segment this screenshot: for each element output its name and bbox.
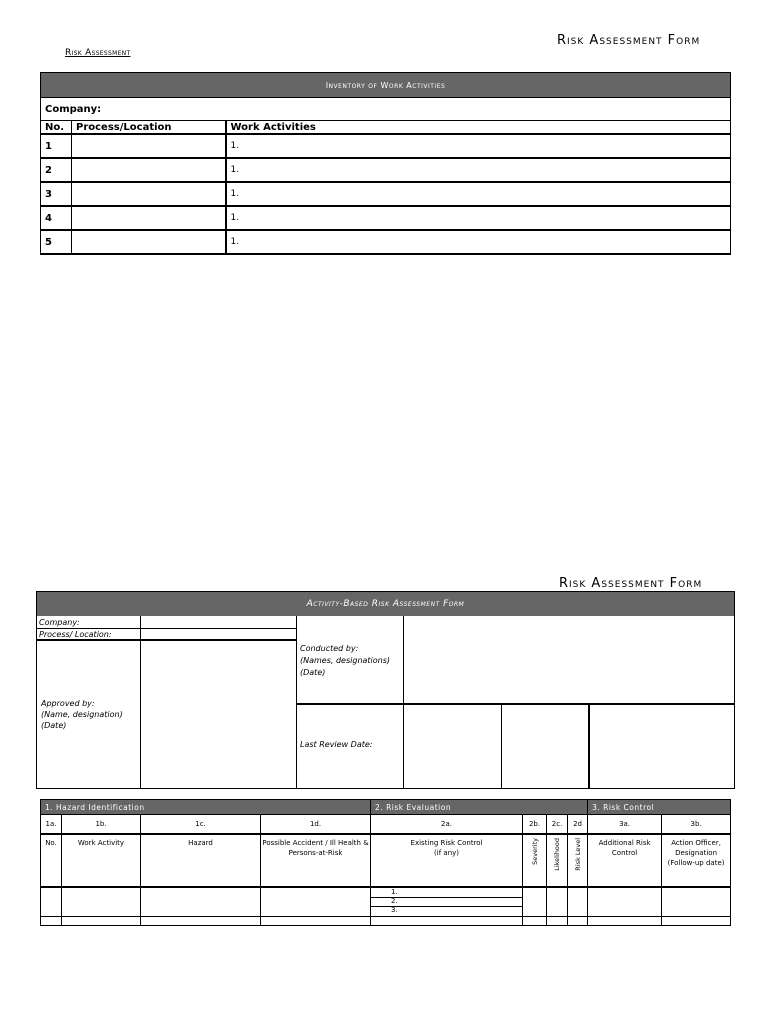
existing-control-title: Existing Risk Control <box>410 839 483 847</box>
cell-existing-control[interactable] <box>371 887 523 917</box>
label-no: No. <box>41 834 62 887</box>
conducted-date-label: (Date) <box>300 668 326 677</box>
existing-control-sub: (if any) <box>434 849 460 857</box>
table-row <box>41 182 731 206</box>
row-process[interactable] <box>72 206 226 230</box>
cell-existing-control[interactable] <box>371 917 523 926</box>
row-no: 2 <box>41 158 72 182</box>
row-activity[interactable]: 1. <box>226 182 731 206</box>
label-work-activity: Work Activity <box>62 834 141 887</box>
code-1b: 1b. <box>62 815 141 835</box>
conducted-by-label: Conducted by: <box>300 644 359 653</box>
cell-additional-control[interactable] <box>588 887 662 917</box>
label-action-officer-cell <box>662 834 731 887</box>
label-severity: Severity <box>530 838 539 865</box>
table-row <box>41 887 731 917</box>
row-activity[interactable]: 1. <box>226 230 731 254</box>
table-row <box>41 230 731 254</box>
row-activity[interactable]: 1. <box>226 158 731 182</box>
label-additional-control: Additional Risk Control <box>588 834 662 887</box>
cell-additional-control[interactable] <box>588 917 662 926</box>
approved-date-label: (Date) <box>41 721 67 730</box>
approved-name-label: (Name, designation) <box>41 710 123 719</box>
label-action-officer: Action Officer, Designation <box>671 839 721 857</box>
cell-severity[interactable] <box>523 887 547 917</box>
cell-likelihood[interactable] <box>547 887 568 917</box>
cell-hazard[interactable] <box>141 917 261 926</box>
code-3b: 3b. <box>662 815 731 835</box>
row-no: 3 <box>41 182 72 206</box>
row-no: 1 <box>41 134 72 158</box>
existing-item-3: 3. <box>391 906 398 914</box>
code-2d: 2d <box>568 815 588 835</box>
table-row <box>41 134 731 158</box>
label-likelihood-cell <box>547 834 568 887</box>
cell-work-activity[interactable] <box>62 917 141 926</box>
label-risk-level-cell <box>568 834 588 887</box>
cell-likelihood[interactable] <box>547 917 568 926</box>
code-2c: 2c. <box>547 815 568 835</box>
code-3a: 3a. <box>588 815 662 835</box>
section-risk-eval: 2. Risk Evaluation <box>371 800 588 815</box>
form-title: Risk Assessment Form <box>557 33 701 48</box>
label-risk-level: Risk Level <box>573 838 582 871</box>
inventory-header: Inventory of Work Activities <box>41 73 731 98</box>
cell-severity[interactable] <box>523 917 547 926</box>
cell-risk-level[interactable] <box>568 887 588 917</box>
section-risk-control: 3. Risk Control <box>588 800 731 815</box>
label-accident: Possible Accident / Ill Health & Persons-at-Risk <box>261 834 371 887</box>
label-followup: (Follow-up date) <box>667 859 725 867</box>
form-title-2: Risk Assessment Form <box>559 576 703 591</box>
label-existing-control <box>371 834 523 887</box>
row-activity[interactable]: 1. <box>226 134 731 158</box>
row-activity[interactable]: 1. <box>226 206 731 230</box>
existing-item-2: 2. <box>391 897 398 905</box>
block-header: Activity-Based Risk Assessment Form <box>37 592 734 616</box>
cell-hazard[interactable] <box>141 887 261 917</box>
cell-accident[interactable] <box>261 917 371 926</box>
last-review-label: Last Review Date: <box>300 740 373 749</box>
code-2b: 2b. <box>523 815 547 835</box>
doc-label: Risk Assessment <box>65 48 131 58</box>
code-2a: 2a. <box>371 815 523 835</box>
conducted-names-label: (Names, designations) <box>300 656 391 665</box>
label-hazard: Hazard <box>141 834 261 887</box>
row-process[interactable] <box>72 230 226 254</box>
label-severity-cell <box>523 834 547 887</box>
cell-no[interactable] <box>41 887 62 917</box>
cell-accident[interactable] <box>261 887 371 917</box>
code-1c: 1c. <box>141 815 261 835</box>
row-process[interactable] <box>72 134 226 158</box>
cell-action-officer[interactable] <box>662 887 731 917</box>
assessment-info-block <box>36 591 735 789</box>
cell-no[interactable] <box>41 917 62 926</box>
company-label: Company: <box>41 98 731 121</box>
code-1d: 1d. <box>261 815 371 835</box>
cell-action-officer[interactable] <box>662 917 731 926</box>
section-hazard-id: 1. Hazard Identification <box>41 800 371 815</box>
company-field-label: Company: <box>39 618 80 627</box>
row-process[interactable] <box>72 182 226 206</box>
label-likelihood: Likelihood <box>553 838 562 871</box>
process-field-label: Process/ Location: <box>39 630 112 639</box>
row-process[interactable] <box>72 158 226 182</box>
row-no: 5 <box>41 230 72 254</box>
table-row <box>41 206 731 230</box>
row-no: 4 <box>41 206 72 230</box>
existing-item-1: 1. <box>391 888 398 896</box>
inventory-table <box>40 72 731 255</box>
cell-risk-level[interactable] <box>568 917 588 926</box>
code-1a: 1a. <box>41 815 62 835</box>
col-activities: Work Activities <box>226 121 731 135</box>
approved-by-label: Approved by: <box>41 699 95 708</box>
hazard-table <box>40 799 731 926</box>
table-row <box>41 158 731 182</box>
table-row <box>41 917 731 926</box>
col-process: Process/Location <box>72 121 226 135</box>
col-no: No. <box>41 121 72 135</box>
cell-work-activity[interactable] <box>62 887 141 917</box>
